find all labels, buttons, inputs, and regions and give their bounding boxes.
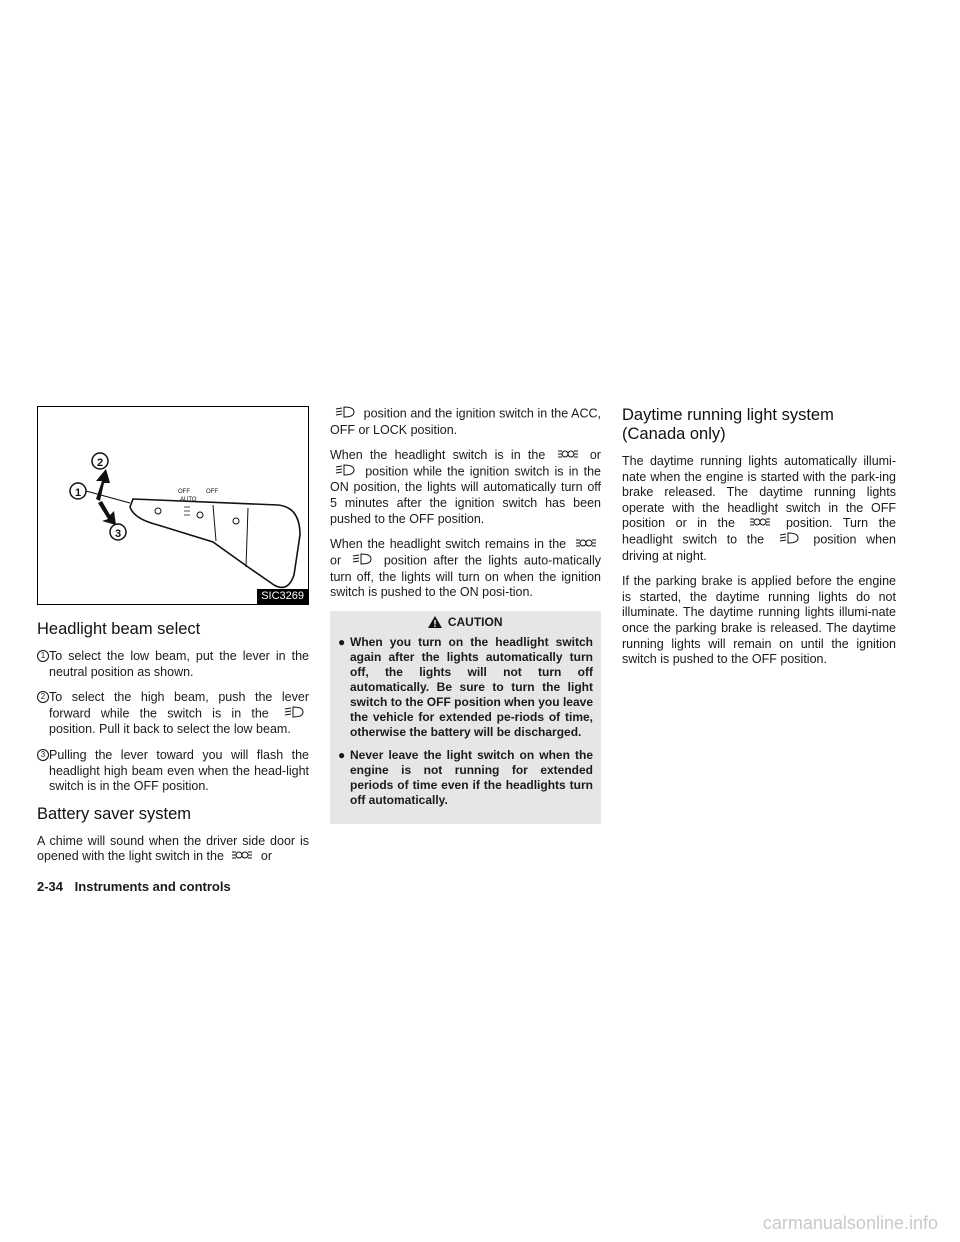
headlight-icon	[351, 553, 373, 570]
bullet-icon: ●	[338, 634, 346, 649]
headlight-lever-illustration	[38, 407, 308, 604]
caution-heading	[338, 615, 593, 629]
battery-saver-p4-mid: or	[330, 553, 342, 568]
battery-saver-p3-mid: or	[589, 448, 601, 463]
step-1-number: 1	[37, 650, 49, 662]
caution-box	[330, 611, 601, 824]
step-2-text-after: position. Pull it back to select the low beam.	[49, 722, 291, 737]
caution-item	[338, 748, 593, 808]
bullet-icon: ●	[338, 747, 346, 762]
headlight-icon	[283, 706, 305, 723]
drl-p1-mid: position. Turn the headlight switch to the	[622, 516, 896, 547]
battery-saver-p1-before: A chime will sound when the driver side door is opened with the light switch in the	[37, 833, 309, 864]
drl-p2: If the parking brake is applied before the engine is started, the daytime running lights do not illuminate. The daytime running lights illumi-nate once the parking brake is released. The daytime running lights will remain on until the ignition switch is pushed to the OFF position.	[622, 574, 896, 667]
caution-title: CAUTION	[447, 614, 503, 629]
warning-icon	[428, 616, 442, 628]
lever-mark-3: OFF	[206, 489, 218, 495]
battery-saver-p4-before: When the headlight switch remains in the	[330, 537, 567, 552]
callout-2: 2	[96, 457, 104, 469]
step-3	[37, 748, 309, 795]
battery-saver-p3-after: position while the ignition switch is in the ON position, the lights will automatically turn off 5 minutes after the ignition switch has been pushed to the OFF position.	[330, 464, 601, 526]
section-name: Instruments and controls	[74, 879, 231, 894]
parking-light-icon	[575, 537, 597, 553]
battery-saver-p2-text: position and the ignition switch in the ACC, OFF or LOCK position.	[330, 406, 601, 437]
column-left	[37, 406, 309, 875]
step-2	[37, 690, 309, 738]
battery-saver-heading: Battery saver system	[37, 804, 192, 823]
battery-saver-p3	[330, 448, 601, 527]
headlight-icon	[334, 406, 356, 423]
drl-p1-after: position when driving at night.	[622, 532, 896, 563]
parking-light-icon	[749, 516, 771, 532]
step-2-text-before: To select the high beam, push the lever forward while the switch is in the	[49, 690, 309, 721]
caution-item-text: When you turn on the headlight switch again after the lights automatically turn off, the lights will not turn off automatically. Be sure to turn the light switch to the OFF position when you leave the vehicle for extended pe-riods of time, otherwise the battery will be discharged.	[350, 634, 593, 739]
figure-label: SIC3269	[257, 589, 308, 604]
drl-p1-before: The daytime running lights automatically illumi-nate when the engine is started with the park-ing brake released. The daytime running lights operate with the headlight switch in the OFF position or in the	[622, 454, 896, 531]
column-right	[622, 406, 896, 678]
step-1	[37, 649, 309, 680]
step-2-number: 2	[37, 691, 49, 703]
battery-saver-p3-before: When the headlight switch is in the	[330, 448, 546, 463]
caution-list	[338, 635, 593, 808]
headlight-icon	[334, 464, 356, 481]
watermark: carmanualsonline.info	[762, 1213, 938, 1233]
drl-heading: Daytime running light system (Canada only)	[622, 406, 834, 443]
callout-1: 1	[74, 487, 82, 499]
battery-saver-p4	[330, 537, 601, 600]
lever-mark-1: OFF	[178, 489, 190, 495]
battery-saver-p4-after: position after the lights auto-matically turn off, the lights will turn on when the ignition switch is pushed to the ON posi-tion.	[330, 553, 601, 600]
page-number: 2-34	[37, 879, 64, 894]
lever-figure	[37, 406, 309, 605]
column-middle	[330, 406, 601, 824]
page-footer	[37, 879, 231, 894]
battery-saver-p2	[330, 406, 601, 438]
headlight-beam-heading: Headlight beam select	[37, 620, 201, 638]
step-3-number: 3	[37, 749, 49, 761]
parking-light-icon	[557, 448, 579, 464]
step-3-text: Pulling the lever toward you will flash the headlight high beam even when the head-light switch is in the OFF position.	[49, 747, 309, 794]
battery-saver-p1	[37, 834, 309, 865]
caution-item-text: Never leave the light switch on when the engine is not running for extended periods of time even if the headlights turn off automatically.	[350, 747, 593, 807]
parking-light-icon	[231, 849, 253, 865]
callout-3: 3	[114, 528, 122, 540]
headlight-icon	[778, 532, 800, 549]
battery-saver-p1-after: or	[260, 849, 273, 864]
caution-item	[338, 635, 593, 740]
drl-p1	[622, 454, 896, 564]
lever-mark-2: AUTO	[180, 497, 197, 503]
step-1-text: To select the low beam, put the lever in the neutral position as shown.	[49, 649, 309, 679]
